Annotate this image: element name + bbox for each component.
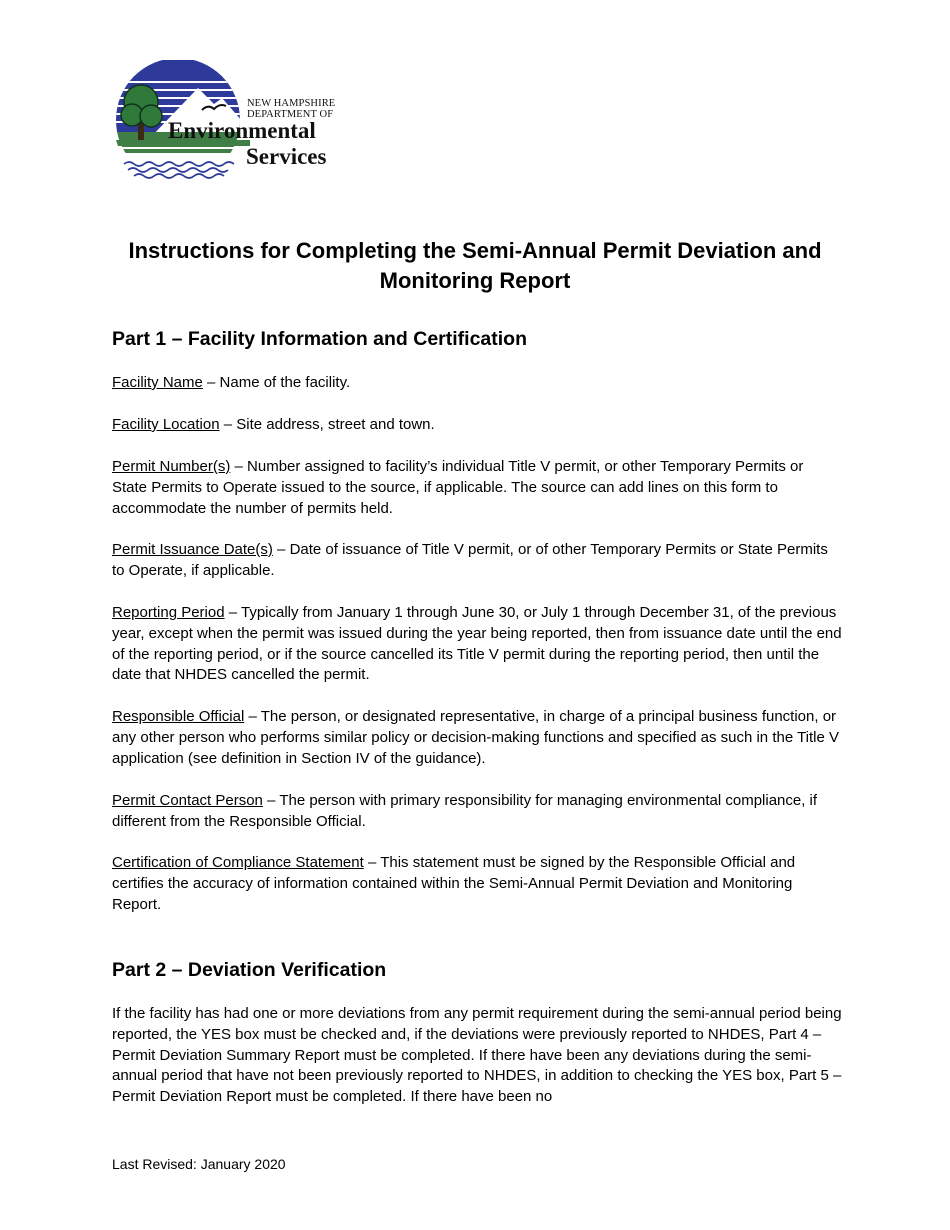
item-text: – The person with primary responsibility for managing environmental compliance, if different from the Responsible Official.: [112, 792, 818, 830]
item-facility-location: [112, 415, 842, 436]
item-term: Certification of Compliance Statement: [112, 854, 364, 871]
item-term: Permit Number(s): [112, 458, 231, 475]
item-reporting-period: [112, 603, 842, 686]
logo-text-services: Services: [246, 144, 327, 169]
item-permit-numbers: [112, 457, 842, 519]
nhdes-logo: [110, 60, 345, 188]
item-text: – Date of issuance of Title V permit, or of other Temporary Permits or State Permits to Operate, if applicable.: [112, 541, 828, 579]
logo-text-state: NEW HAMPSHIRE DEPARTMENT OF: [247, 98, 336, 120]
part2-body: If the facility has had one or more deviations from any permit requirement during the semi-annual period being reported, the YES box must be checked and, if the deviations were previously reported to NHDES, Part 4 – Permit Deviation Summary Report must be completed. If there have been any deviations during the semi-annual period that have not been previously reported to NHDES, in addition to checking the YES box, Part 5 – Permit Deviation Report must be completed. If there have been no: [112, 1005, 842, 1106]
item-text: – Number assigned to facility’s individual Title V permit, or other Temporary Permits or State Permits to Operate issued to the source, if applicable. The source can add lines on this form to accommodate the number of permits held.: [112, 458, 804, 517]
item-term: Responsible Official: [112, 708, 245, 725]
footer-last-revised: Last Revised: January 2020: [112, 1156, 286, 1172]
item-text: – This statement must be signed by the Responsible Official and certifies the accuracy of information contained within the Semi-Annual Permit Deviation and Monitoring Report.: [112, 854, 796, 913]
item-term: Facility Name: [112, 374, 203, 391]
item-text: – Typically from January 1 through June 30, or July 1 through December 31, of the previous year, except when the permit was issued during the year being reported, then from issuance date until the end of the reporting period, or if the source cancelled its Title V permit during the reporting period, then until the date that NHDES cancelled the permit.: [112, 604, 842, 684]
item-text: – Site address, street and town.: [219, 416, 435, 433]
item-term: Permit Issuance Date(s): [112, 541, 273, 558]
item-text: – The person, or designated representative, in charge of a principal business function, or any other person who performs similar policy or decision-making functions and specified as such in the Title V application (see definition in Section IV of the guidance).: [112, 708, 840, 767]
page-title: Instructions for Completing the Semi-Annual Permit Deviation and Monitoring Report: [128, 238, 822, 293]
part2-heading: Part 2 – Deviation Verification: [112, 959, 387, 981]
logo-text-environmental: Environmental: [168, 118, 316, 143]
item-permit-contact-person: [112, 791, 842, 833]
item-certification-statement: [112, 853, 842, 915]
item-responsible-official: [112, 707, 842, 769]
part1-heading: Part 1 – Facility Information and Certification: [112, 328, 527, 350]
item-term: Facility Location: [112, 416, 220, 433]
item-permit-issuance-dates: [112, 540, 842, 582]
item-facility-name: [112, 373, 842, 394]
item-term: Permit Contact Person: [112, 792, 263, 809]
item-term: Reporting Period: [112, 604, 225, 621]
item-text: – Name of the facility.: [202, 374, 351, 391]
